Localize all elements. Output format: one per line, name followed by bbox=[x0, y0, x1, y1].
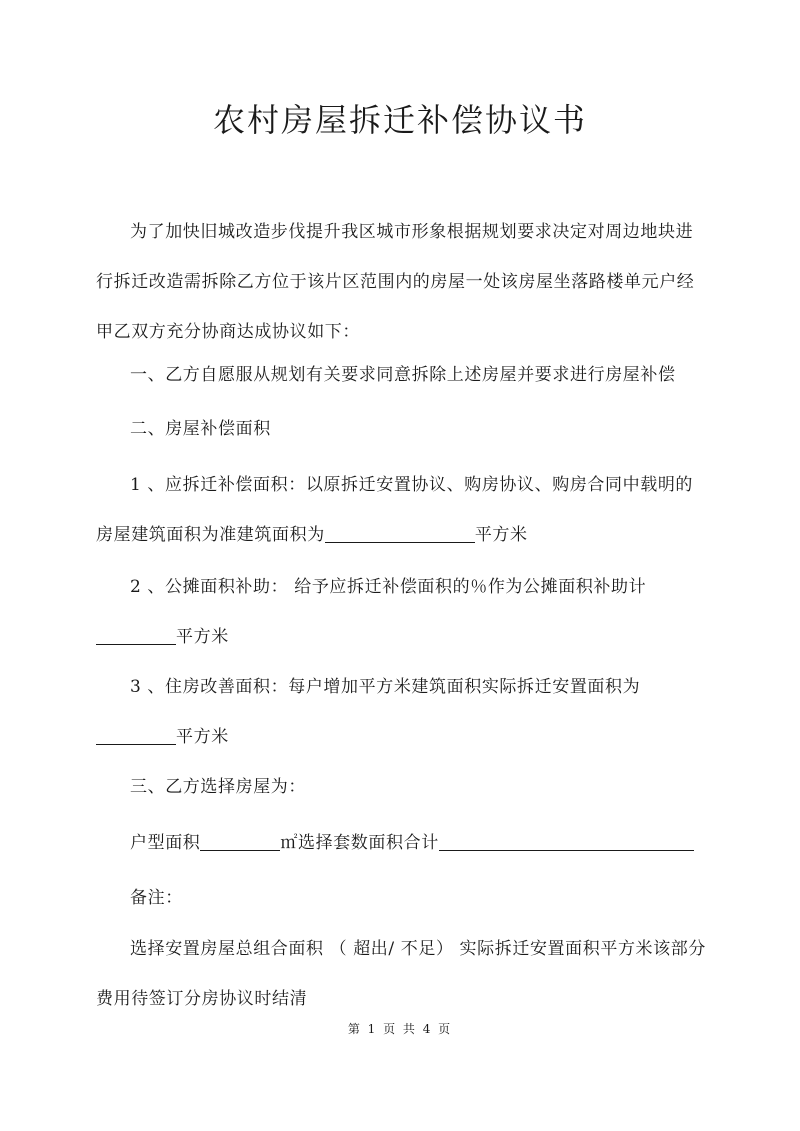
item-1-unit: 平方米 bbox=[474, 525, 528, 545]
remark-label: 备注： bbox=[130, 888, 183, 908]
item-1-text: 1 、应拆迁补偿面积：以原拆迁安置协议、购房协议、购房合同中载明的房屋建筑面积为准建筑面积为 bbox=[96, 475, 694, 545]
page-footer: 第 1 页 共 4 页 bbox=[347, 1022, 453, 1036]
house-type-mid: ㎡选择套数面积合计 bbox=[280, 833, 439, 853]
item-3-unit: 平方米 bbox=[176, 727, 229, 747]
house-type-area-blank[interactable] bbox=[200, 830, 280, 851]
item-2-text: 2 、公摊面积补助： 给予应拆迁补偿面积的％作为公摊面积补助计 bbox=[130, 577, 647, 597]
total-area-blank[interactable] bbox=[439, 830, 694, 851]
building-area-blank[interactable] bbox=[325, 522, 475, 543]
item-2-paragraph bbox=[96, 562, 708, 662]
item-3-text: 3 、住房改善面积：每户增加平方米建筑面积实际拆迁安置面积为 bbox=[130, 677, 641, 697]
resettlement-area-blank[interactable] bbox=[96, 724, 176, 745]
item-3-paragraph bbox=[96, 662, 708, 762]
item-2-unit: 平方米 bbox=[176, 627, 229, 647]
intro-paragraph: 为了加快旧城改造步伐提升我区城市形象根据规划要求决定对周边地块进行拆迁改造需拆除乙方位于该片区范围内的房屋一处该房屋坐落路楼单元户经甲乙双方充分协商达成协议如下： bbox=[96, 222, 695, 342]
remark-text: 选择安置房屋总组合面积 （ 超出/ 不足） 实际拆迁安置面积平方米该部分费用待签订分房协议时结清 bbox=[96, 939, 706, 1009]
document-title: 农村房屋拆迁补偿协议书 bbox=[212, 101, 587, 139]
shared-area-blank[interactable] bbox=[96, 624, 176, 645]
item-1-paragraph bbox=[96, 460, 708, 560]
clause-2-heading: 二、房屋补偿面积 bbox=[130, 419, 271, 439]
house-type-line bbox=[96, 818, 708, 868]
clause-3-heading: 三、乙方选择房屋为： bbox=[130, 777, 306, 797]
house-type-label: 户型面积 bbox=[130, 833, 201, 853]
clause-1: 一、乙方自愿服从规划有关要求同意拆除上述房屋并要求进行房屋补偿 bbox=[130, 365, 676, 385]
